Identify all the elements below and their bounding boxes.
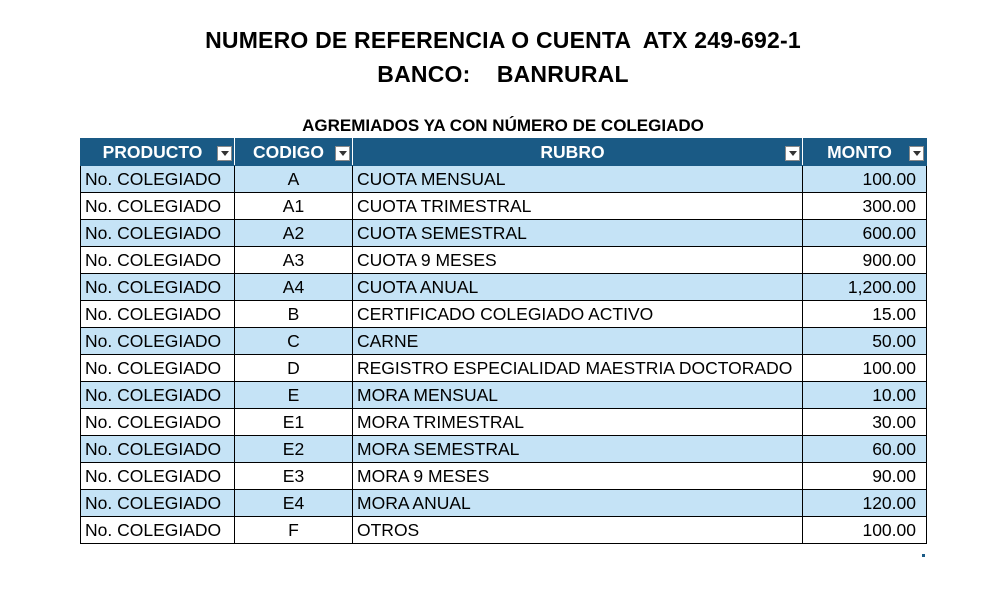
cell-codigo[interactable]: E4: [235, 490, 353, 517]
cell-rubro[interactable]: MORA SEMESTRAL: [353, 436, 803, 463]
cell-producto[interactable]: No. COLEGIADO: [81, 274, 235, 301]
cell-codigo[interactable]: B: [235, 301, 353, 328]
cell-rubro[interactable]: CUOTA MENSUAL: [353, 166, 803, 193]
filter-dropdown-icon[interactable]: [909, 146, 924, 161]
cell-producto[interactable]: No. COLEGIADO: [81, 436, 235, 463]
filter-dropdown-icon[interactable]: [785, 146, 800, 161]
cell-producto[interactable]: No. COLEGIADO: [81, 409, 235, 436]
table-row[interactable]: [81, 274, 927, 301]
table-resize-handle[interactable]: [922, 554, 925, 557]
cell-monto[interactable]: 100.00: [803, 355, 927, 382]
cell-codigo[interactable]: E2: [235, 436, 353, 463]
table-row[interactable]: [81, 166, 927, 193]
table-row[interactable]: [81, 436, 927, 463]
cell-producto[interactable]: No. COLEGIADO: [81, 301, 235, 328]
cell-codigo[interactable]: E1: [235, 409, 353, 436]
cell-rubro[interactable]: CUOTA ANUAL: [353, 274, 803, 301]
table-row[interactable]: [81, 301, 927, 328]
cell-monto[interactable]: 60.00: [803, 436, 927, 463]
cell-producto[interactable]: No. COLEGIADO: [81, 517, 235, 544]
column-header-label: RUBRO: [540, 141, 605, 162]
cell-producto[interactable]: No. COLEGIADO: [81, 490, 235, 517]
cell-monto[interactable]: 100.00: [803, 166, 927, 193]
cell-monto[interactable]: 1,200.00: [803, 274, 927, 301]
column-header-producto[interactable]: [81, 139, 235, 166]
cell-codigo[interactable]: A3: [235, 247, 353, 274]
filter-dropdown-icon[interactable]: [335, 146, 350, 161]
cell-monto[interactable]: 300.00: [803, 193, 927, 220]
cell-rubro[interactable]: MORA 9 MESES: [353, 463, 803, 490]
table-row[interactable]: [81, 193, 927, 220]
cell-monto[interactable]: 15.00: [803, 301, 927, 328]
page-title-reference: NUMERO DE REFERENCIA O CUENTA ATX 249-692-1: [205, 27, 801, 53]
table-header-row: [81, 139, 927, 166]
cell-rubro[interactable]: MORA TRIMESTRAL: [353, 409, 803, 436]
cell-rubro[interactable]: CUOTA 9 MESES: [353, 247, 803, 274]
column-header-codigo[interactable]: [235, 139, 353, 166]
cell-producto[interactable]: No. COLEGIADO: [81, 382, 235, 409]
column-header-label: PRODUCTO: [102, 141, 203, 162]
table-row[interactable]: [81, 328, 927, 355]
filter-dropdown-icon[interactable]: [217, 146, 232, 161]
table-caption: AGREMIADOS YA CON NÚMERO DE COLEGIADO: [302, 116, 704, 135]
cell-codigo[interactable]: A2: [235, 220, 353, 247]
cell-rubro[interactable]: OTROS: [353, 517, 803, 544]
table-row[interactable]: [81, 490, 927, 517]
cell-producto[interactable]: No. COLEGIADO: [81, 328, 235, 355]
cell-producto[interactable]: No. COLEGIADO: [81, 220, 235, 247]
cell-producto[interactable]: No. COLEGIADO: [81, 247, 235, 274]
cell-codigo[interactable]: F: [235, 517, 353, 544]
table-row[interactable]: [81, 409, 927, 436]
cell-rubro[interactable]: REGISTRO ESPECIALIDAD MAESTRIA DOCTORADO: [353, 355, 803, 382]
table-row[interactable]: [81, 517, 927, 544]
cell-producto[interactable]: No. COLEGIADO: [81, 193, 235, 220]
column-header-rubro[interactable]: [353, 139, 803, 166]
cell-codigo[interactable]: D: [235, 355, 353, 382]
cell-monto[interactable]: 50.00: [803, 328, 927, 355]
cell-codigo[interactable]: E: [235, 382, 353, 409]
column-header-label: CODIGO: [253, 141, 324, 162]
cell-codigo[interactable]: A1: [235, 193, 353, 220]
table-body: [81, 166, 927, 544]
cell-codigo[interactable]: E3: [235, 463, 353, 490]
cell-codigo[interactable]: A: [235, 166, 353, 193]
cell-monto[interactable]: 30.00: [803, 409, 927, 436]
cell-producto[interactable]: No. COLEGIADO: [81, 166, 235, 193]
cell-monto[interactable]: 100.00: [803, 517, 927, 544]
cell-monto[interactable]: 900.00: [803, 247, 927, 274]
cell-monto[interactable]: 120.00: [803, 490, 927, 517]
page-title-bank: BANCO: BANRURAL: [377, 61, 629, 87]
cell-rubro[interactable]: CUOTA SEMESTRAL: [353, 220, 803, 247]
cell-codigo[interactable]: C: [235, 328, 353, 355]
table-row[interactable]: [81, 382, 927, 409]
cell-monto[interactable]: 10.00: [803, 382, 927, 409]
column-header-monto[interactable]: [803, 139, 927, 166]
cell-producto[interactable]: No. COLEGIADO: [81, 355, 235, 382]
cell-monto[interactable]: 90.00: [803, 463, 927, 490]
cell-monto[interactable]: 600.00: [803, 220, 927, 247]
cell-rubro[interactable]: MORA ANUAL: [353, 490, 803, 517]
table-row[interactable]: [81, 463, 927, 490]
cell-codigo[interactable]: A4: [235, 274, 353, 301]
column-header-label: MONTO: [827, 141, 892, 162]
fees-table: [80, 138, 927, 544]
cell-rubro[interactable]: CERTIFICADO COLEGIADO ACTIVO: [353, 301, 803, 328]
table-row[interactable]: [81, 220, 927, 247]
cell-rubro[interactable]: MORA MENSUAL: [353, 382, 803, 409]
cell-rubro[interactable]: CARNE: [353, 328, 803, 355]
table-row[interactable]: [81, 355, 927, 382]
cell-producto[interactable]: No. COLEGIADO: [81, 463, 235, 490]
cell-rubro[interactable]: CUOTA TRIMESTRAL: [353, 193, 803, 220]
table-row[interactable]: [81, 247, 927, 274]
